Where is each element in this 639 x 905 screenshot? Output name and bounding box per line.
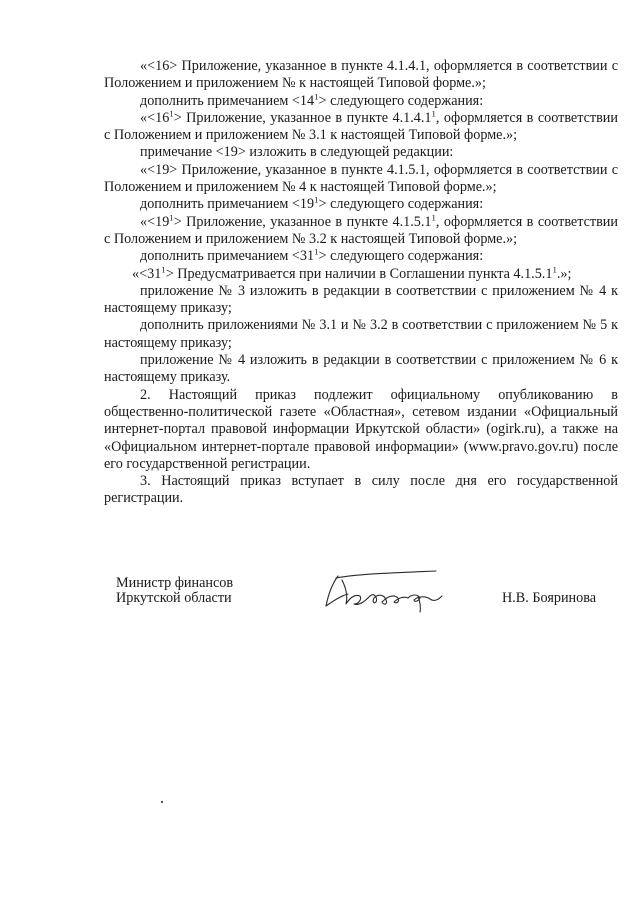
paragraph: [104, 352, 618, 387]
text-run: приложение № 4 изложить в редакции в соответствии с приложением № 6 к настоящему приказу.: [104, 352, 618, 386]
text-run: «<19> Приложение, указанное в пункте 4.1.5.1, оформляется в соответствии с Положением и приложением № 4 к настоящей Типовой форме.»;: [104, 161, 618, 196]
text-run: примечание <19> изложить в следующей редакции:: [140, 144, 454, 161]
scan-speck: [161, 801, 163, 803]
text-run: «<19: [140, 213, 170, 230]
paragraph: [104, 90, 618, 110]
text-run: дополнить примечанием <31: [140, 248, 315, 265]
signatory-position-line1: Министр финансов: [116, 575, 234, 591]
document-body: [104, 58, 618, 508]
text-run: дополнить приложениями № 3.1 и № 3.2 в соответствии с приложением № 5 к настоящему приказу;: [104, 317, 618, 351]
text-run: > Приложение, указанное в пункте 4.1.4.1: [173, 109, 432, 126]
signatory-position-line2: Иркутской области: [116, 590, 232, 606]
paragraph: [104, 144, 618, 161]
superscript: 1: [552, 263, 557, 274]
handwritten-signature: [318, 566, 458, 616]
text-run: приложение № 3 изложить в редакции в соответствии с приложением № 4 к настоящему приказу;: [104, 282, 618, 317]
text-run: > Предусматривается при наличии в Соглашении пункта 4.1.5.1: [165, 265, 553, 282]
text-run: «<16> Приложение, указанное в пункте 4.1.4.1, оформляется в соответствии с Положением и приложением № к настоящей Типовой форме.»;: [104, 58, 618, 92]
text-run: .»;: [556, 265, 572, 282]
text-run: > следующего содержания:: [318, 248, 484, 265]
text-run: 2. Настоящий приказ подлежит официальному опубликованию в общественно-политической газете «Областная», сетевом издании «Официальный интернет-портал правовой информации Иркутской области» (ogirk.ru), а также на «Официальном интернет-портале правовой информации» (www.pravo.gov.ru) после его государственной регистрации.: [104, 386, 618, 472]
superscript: 1: [161, 263, 166, 274]
text-run: , оформляется в соответствии с Положением и приложением № 3.1 к настоящей Типовой форме.»;: [104, 109, 618, 144]
superscript: 1: [431, 211, 436, 222]
text-run: дополнить примечанием <19: [140, 196, 315, 213]
paragraph: [104, 162, 618, 197]
paragraph: [104, 58, 618, 93]
signatory-position: [116, 576, 233, 606]
signatory-name: Н.В. Бояринова: [502, 590, 597, 606]
text-run: «<31: [132, 265, 162, 282]
superscript: 1: [169, 211, 174, 222]
superscript: 1: [431, 108, 436, 119]
superscript: 1: [314, 90, 319, 101]
superscript: 1: [314, 246, 319, 257]
paragraph: [104, 387, 618, 473]
paragraph: [104, 211, 618, 249]
text-run: > Приложение, указанное в пункте 4.1.5.1: [173, 213, 432, 230]
paragraph: [104, 263, 618, 283]
paragraph: [104, 196, 618, 213]
text-run: > следующего содержания:: [318, 196, 484, 213]
superscript: 1: [314, 194, 319, 205]
paragraph: [104, 248, 618, 265]
paragraph: [104, 110, 618, 145]
paragraph: [104, 473, 618, 508]
text-run: > следующего содержания:: [318, 92, 484, 109]
text-run: 3. Настоящий приказ вступает в силу после дня его государственной регистрации.: [104, 473, 618, 507]
text-run: дополнить примечанием <14: [140, 92, 315, 109]
text-run: , оформляется в соответствии с Положением и приложением № 3.2 к настоящей Типовой форме.»;: [104, 213, 618, 247]
paragraph: [104, 283, 618, 318]
text-run: «<16: [140, 109, 170, 126]
superscript: 1: [169, 108, 174, 119]
paragraph: [104, 317, 618, 352]
